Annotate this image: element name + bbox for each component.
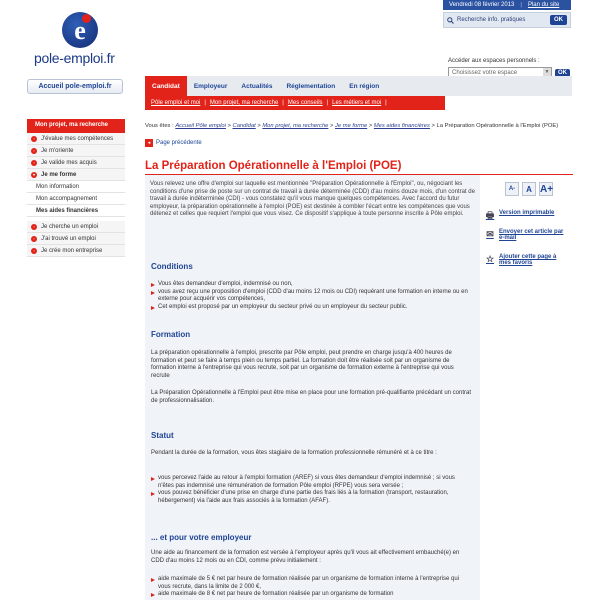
logo-emblem: e	[62, 12, 98, 48]
section-title-statut: Statut	[151, 431, 174, 440]
font-size-controls	[505, 182, 575, 196]
arrow-bullet-icon: ›	[31, 248, 37, 254]
search-input[interactable]	[447, 17, 543, 24]
search-placeholder: Recherche info. pratiques	[457, 17, 526, 23]
breadcrumb-separator: >	[367, 123, 374, 129]
font-larger-button[interactable]: A+	[540, 184, 554, 195]
list-item: vous percevez l'aide au retour à l'emploi formation (AREF) si vous êtes demandeur d'emploi indemnisé ; si vous n'êtes pas indemnisé une rémunération de formation Pôle emploi (RFPE) vous sera versée ;	[151, 475, 471, 490]
list-item: vous avez reçu une proposition d'emploi (CDD d'au moins 12 mois ou CDI) requérant une formation en interne ou en externe pour acquérir vos compétences,	[151, 289, 471, 304]
list-item: Vous êtes demandeur d'emploi, indemnisé ou non,	[151, 281, 471, 289]
arrow-bullet-icon: ›	[31, 136, 37, 142]
subnav-item-les-metiers[interactable]: Les métiers et moi	[332, 100, 382, 106]
sidebar-item-label: Je me forme	[41, 171, 77, 178]
arrow-bullet-icon: ›	[31, 148, 37, 154]
breadcrumb-link[interactable]: Candidat	[232, 123, 256, 129]
list-item: aide maximale de 8 € net par heure de formation réalisée par un organisme de formation	[151, 591, 471, 599]
personal-space-access	[448, 58, 573, 78]
section-title-formation: Formation	[151, 330, 191, 339]
page-title: La Préparation Opérationnelle à l'Emploi (POE)	[145, 160, 402, 172]
employeur-list	[151, 576, 471, 599]
subnav-separator: |	[204, 100, 206, 106]
tab-actualites[interactable]: Actualités	[241, 82, 273, 90]
sidebar-item-label: Je valide mes acquis	[41, 159, 97, 166]
subnav-separator: |	[385, 100, 387, 106]
favorites-label: Ajouter cette page à mes favoris	[499, 254, 557, 266]
formation-paragraph-2: La Préparation Opérationnelle à l'Emploi peut être mise en place pour une formation pré-qualifiante précédant un contrat de professionnalisation.	[151, 390, 472, 404]
sidebar-item-evalue[interactable]	[27, 133, 125, 145]
subnav-item-mes-conseils[interactable]: Mes conseils	[287, 100, 323, 106]
tab-employeur[interactable]: Employeur	[193, 82, 228, 90]
pole-emploi-logo[interactable]	[34, 12, 115, 72]
sidebar-subitem-information[interactable]: Mon information	[27, 181, 125, 193]
subnav-separator: |	[282, 100, 284, 106]
sidebar-item-valide[interactable]	[27, 157, 125, 169]
sub-nav	[145, 96, 445, 110]
breadcrumb-separator: >	[225, 123, 233, 129]
top-bar: Vendredi 08 février 2013 | Plan du site	[443, 0, 571, 10]
arrow-down-bullet-icon: ▾	[32, 171, 35, 177]
section-title-conditions: Conditions	[151, 262, 193, 271]
search-ok-button[interactable]: OK	[550, 15, 567, 25]
arrow-bullet-icon: ›	[31, 160, 37, 166]
personal-space-label: Accéder aux espaces personnels :	[448, 58, 540, 64]
employeur-paragraph: Une aide au financement de la formation est versée à l'employeur après qu'il vous ait effectivement embauché(e) en CDD d'au moins 12 mois ou en CDI, comme prévu initialement :	[151, 550, 460, 564]
logo-text: pole-emploi.fr	[34, 50, 115, 66]
subnav-separator: |	[326, 100, 329, 106]
sidebar-heading: Mon projet, ma recherche	[27, 119, 125, 133]
sitemap-link[interactable]: Plan du site	[527, 2, 560, 8]
email-label: Envoyer cet article par e-mail	[499, 229, 564, 241]
breadcrumb-link[interactable]: Mon projet, ma recherche	[262, 123, 329, 129]
print-link[interactable]	[485, 210, 570, 220]
home-button[interactable]: Accueil pole-emploi.fr	[27, 79, 123, 94]
current-date: Vendredi 08 février 2013	[449, 2, 515, 8]
sidebar-item-label: Je cherche un emploi	[41, 223, 99, 230]
list-item: vous pouvez bénéficier d'une prise en charge d'une partie des frais liés à la formation (transport, restauration, hébergement) via l'aide aux frais associés à la formation (AFAF).	[151, 490, 471, 505]
favorites-link[interactable]	[485, 254, 570, 266]
sidebar-item-forme[interactable]	[27, 169, 125, 181]
sidebar-item-cree-entreprise[interactable]	[27, 245, 125, 257]
main-nav	[145, 76, 572, 96]
tab-en-region[interactable]: En région	[349, 82, 380, 90]
arrow-bullet-icon: ›	[31, 236, 37, 242]
sidebar-item-trouve-emploi[interactable]	[27, 233, 125, 245]
sidebar-subitem-aides-financieres[interactable]: Mes aides financières	[27, 205, 125, 217]
previous-page-link[interactable]	[145, 139, 245, 147]
breadcrumb	[145, 122, 573, 130]
chevron-down-icon: ▼	[544, 69, 550, 75]
sidebar-item-cherche-emploi[interactable]	[27, 221, 125, 233]
list-item: Cet emploi est proposé par un employeur du secteur privé ou un employeur du secteur public.	[151, 304, 471, 312]
formation-paragraph-1: La préparation opérationnelle à l'emploi, prescrite par Pôle emploi, peut prendre en charge jusqu'à 400 heures de formation et peut se faire à temps plein ou temps partiel. La formation doit être réalisée soit par un organisme de formation interne à l'entreprise qui vous recrute, soit par un organisme de formation externe à l'entreprise qui vous recrute	[151, 350, 454, 379]
breadcrumb-current: La Préparation Opérationnelle à l'Emploi (POE)	[436, 123, 559, 129]
back-arrow-icon: ◂	[145, 139, 153, 147]
breadcrumb-separator: >	[328, 123, 336, 129]
previous-page-label: Page précédente	[156, 140, 202, 146]
tab-candidat[interactable]: Candidat	[145, 76, 187, 96]
arrow-bullet-icon: ›	[31, 224, 37, 230]
email-link[interactable]	[485, 229, 570, 241]
sidebar-item-oriente[interactable]	[27, 145, 125, 157]
sidebar-item-label: Je crée mon entreprise	[41, 247, 103, 254]
breadcrumb-link[interactable]: Je me forme	[335, 123, 368, 129]
subnav-item-pole-emploi-et-moi[interactable]: Pôle emploi et moi	[151, 100, 201, 106]
tab-reglementation[interactable]: Réglementation	[286, 82, 336, 90]
sidebar-item-label: J'évalue mes compétences	[41, 135, 114, 142]
star-icon: ☆	[485, 254, 495, 264]
printer-icon: 🖶	[485, 210, 495, 220]
breadcrumb-separator: >	[429, 123, 437, 129]
envelope-icon: ✉	[486, 229, 494, 239]
breadcrumb-prefix: Vous êtes :	[145, 123, 174, 129]
list-item: aide maximale de 5 € net par heure de formation réalisée par un organisme de formation interne à l'entreprise qui vous recrute, dans la limite de 2 000 €,	[151, 576, 471, 591]
sidebar-item-label: J'ai trouvé un emploi	[41, 235, 96, 242]
personal-space-ok-button[interactable]: OK	[555, 69, 570, 77]
search-bar	[443, 12, 571, 28]
font-normal-button[interactable]: A	[522, 182, 536, 196]
sidebar-item-label: Je m'oriente	[41, 147, 74, 154]
statut-paragraph: Pendant la durée de la formation, vous êtes stagiaire de la formation professionnelle rémunéré et à ce titre :	[151, 450, 437, 456]
subnav-item-mon-projet[interactable]: Mon projet, ma recherche	[209, 100, 279, 106]
section-title-employeur: ... et pour votre employeur	[151, 533, 252, 542]
breadcrumb-link[interactable]: Mes aides financières	[373, 123, 430, 129]
intro-paragraph: Vous relevez une offre d'emploi sur laquelle est mentionnée "Préparation Opérationnelle à l'Emploi", ou, négociant les conditions d'une prise de poste sur un contrat de travail à durée déterminée (CDD) d'au moins douze mois, d'un contrat de travail à durée indéterminée (CDI) - vous constatez qu'il vous manque quelques compétences. Avec l'accord du futur employeur, la préparation opérationnelle à l'emploi (POE) est destinée à combler l'écart entre les compétences que vous détenez et celles que requiert l'emploi que vous visez. Ce dispositif s'applique à toute personne inscrite à Pôle emploi.	[150, 181, 475, 218]
personal-space-select-value: Choisissez votre espace	[452, 69, 518, 76]
breadcrumb-link[interactable]: Accueil Pôle emploi	[175, 123, 226, 129]
sidebar-subitem-accompagnement[interactable]: Mon accompagnement	[27, 193, 125, 205]
search-icon	[447, 17, 454, 24]
breadcrumb-separator: >	[255, 123, 263, 129]
print-label: Version imprimable	[499, 210, 555, 216]
font-smaller-button[interactable]: A-	[505, 182, 519, 196]
sidebar	[27, 119, 125, 257]
statut-list	[151, 475, 471, 505]
conditions-list	[151, 281, 471, 311]
